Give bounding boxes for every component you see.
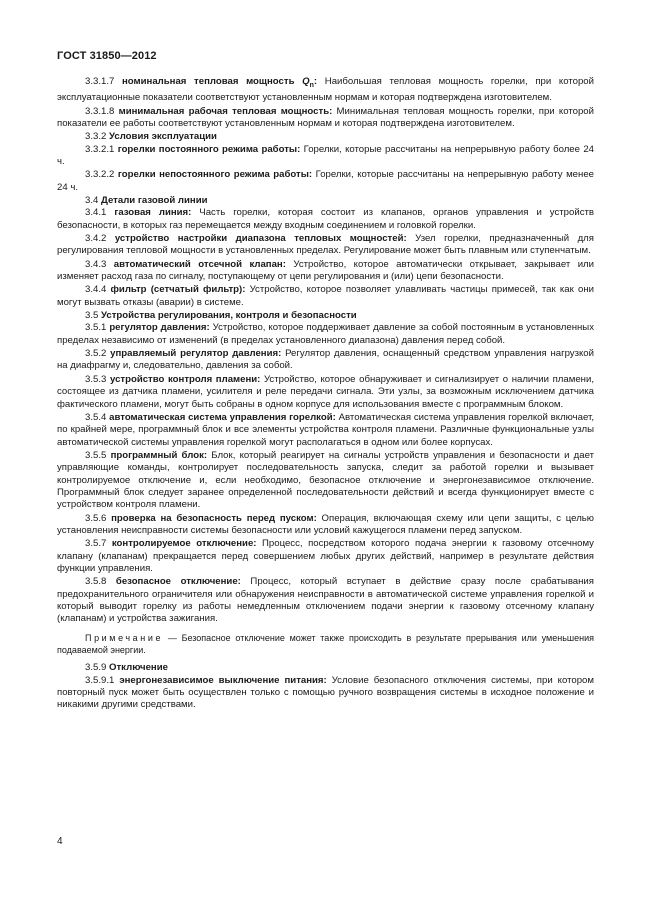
section-heading: Отключение [109,662,168,674]
paragraph-3-5-1 [57,322,594,347]
definition-text: Часть горелки, которая состоит из клапанов, органов управления и устройств безопасности, в которых газ перемещается между входным соединением и головкой горелки. [57,207,594,231]
term: автоматический отсечной клапан: [113,258,286,270]
term: контролируемое отключение: [111,538,257,550]
paragraph-3-4-3 [57,259,594,284]
definition-text: Горелки, которые рассчитаны на непрерывную работу более 24 ч. [57,143,594,167]
definition-text: Регулятор давления, оснащенный средством управления нагрузкой на диафрагму и, следовательно, давления за собой. [57,348,594,372]
page-number: 4 [57,836,63,847]
document-header: ГОСТ 31850—2012 [57,50,157,62]
clause-number: 3.4.4 [85,284,107,296]
note-text: — Безопасное отключение может также происходить в результате прерывания или уменьшения подаваемой энергии. [57,632,594,656]
clause-number: 3.3.2.1 [85,143,115,155]
clause-number: 3.5.9 [85,662,107,674]
paragraph-3-3-1-8 [57,106,594,131]
definition-text: Устройство, которое обнаруживает и сигнализирует о наличии пламени, состоящее из датчика пламени, усилителя и реле передачи сигнала. Эти узлы, за возможным исключением датчика фактического пламени, могут быть собраны в одном корпусе для использования вместе с программным блоком. [57,373,594,410]
clause-number: 3.3.1.8 [85,105,115,117]
paragraph-3-3-2-2 [57,169,594,194]
paragraph-3-4-1 [57,207,594,232]
term: устройство настройки диапазона тепловых мощностей: [114,233,407,245]
paragraph-3-5-5 [57,450,594,512]
definition-text: Горелки, которые рассчитаны на непрерывную работу менее 24 ч. [57,169,594,193]
paragraph-3-5-9-1 [57,675,594,712]
term: проверка на безопасность перед пуском: [111,512,317,524]
clause-number: 3.4.1 [85,207,107,219]
term: устройство контроля пламени: [109,373,261,385]
term: номинальная тепловая мощность $Q_n$: [122,76,318,89]
note-label: Примечание [85,632,164,643]
heading-3-3-2 [57,131,594,143]
definition-text: Устройство, которое автоматически открывает, закрывает или изменяет расход газа по сигналу, поступающему от цепи регулирования и (или) цепи безопасности. [57,258,595,283]
clause-number: 3.4 [85,195,99,206]
clause-number: 3.4.3 [85,258,107,270]
definition-text: Наибольшая тепловая мощность горелки, при которой эксплуатационные показатели соответствуют установленным нормам и которая подтверждена изготовителем. [57,76,594,104]
definition-text: Операция, включающая схему или цепи защиты, с целью установления неисправности системы безопасности или условий кажущегося пламени перед запуском. [57,512,594,536]
document-body [57,76,594,713]
clause-number: 3.5.4 [85,411,107,423]
term: программный блок: [110,449,208,461]
definition-text: Узел горелки, предназначенный для регулирования тепловой мощности в установленных пределах. Регулирование может быть плавным или ступенчатым. [57,233,594,257]
term: управляемый регулятор давления: [110,348,282,360]
term: безопасное отключение: [115,576,241,588]
clause-number: 3.5.7 [85,538,107,550]
definition-text: Условие безопасного отключения системы, при котором повторный пуск может быть осуществлен только с помощью ручного возвращения системы в исходное положение и никакими другими средствами. [57,674,594,711]
term: минимальная рабочая тепловая мощность: [118,105,333,117]
heading-3-5-9 [57,662,594,674]
section-heading: Детали газовой линии [101,195,208,206]
paragraph-3-5-8 [57,576,594,625]
section-heading: Условия эксплуатации [109,131,217,143]
term: газовая линия: [114,207,192,219]
definition-text: Процесс, посредством которого подача энергии к газовому отсечному клапану (клапанам) прекращается перед совершением любых других действий, например в результате действия функции управления. [57,538,594,574]
definition-text: Процесс, который вступает в действие сразу после срабатывания предохранительного ограничителя или обнаружения неисправности в автоматической системе управления горелкой и который выводит горелку из работы немедленным отключением подачи энергии к газовому отсечному клапану (клапанам) и устройства зажигания. [57,576,594,625]
definition-text: Устройство, которое позволяет улавливать частицы примесей, так как они могут вызвать отказы (аварии) в системе. [57,284,594,308]
clause-number: 3.5 [85,310,99,322]
clause-number: 3.3.2 [85,131,107,143]
clause-number: 3.3.1.7 [85,76,115,87]
clause-number: 3.5.5 [85,449,107,461]
clause-number: 3.5.3 [85,373,107,385]
paragraph-3-4-4 [57,284,594,309]
clause-number: 3.4.2 [85,233,107,245]
term: горелки непостоянного режима работы: [117,169,313,181]
term: фильтр (сетчатый фильтр): [110,284,246,296]
paragraph-3-4-2 [57,233,594,258]
heading-3-4 [57,195,594,207]
clause-number: 3.3.2.2 [85,169,115,181]
paragraph-3-5-4 [57,412,594,449]
paragraph-3-5-3 [57,374,594,411]
definition-text: Минимальная тепловая мощность горелки, при которой показатели ее работы соответствуют установленным нормам и которая подтверждена изготовителем. [57,105,594,129]
term: горелки постоянного режима работы: [117,143,301,155]
clause-number: 3.5.6 [85,512,107,524]
term: регулятор давления: [109,322,210,334]
clause-number: 3.5.2 [85,348,107,360]
definition-text: Блок, который реагирует на сигналы устройств управления и безопасности и дает управляющие команды, контролирует последовательность запуска, следит за работой горелки и вызывает контролируемое отключение и, если необходимо, безопасное отключение и энергонезависимое отключение. Программный блок следует заранее определенной последовательности действий и всегда функционирует вместе с устройством контроля пламени. [57,449,594,511]
paragraph-3-3-1-7 [57,76,594,105]
section-heading: Устройства регулирования, контроля и безопасности [101,310,357,322]
definition-text: Устройство, которое поддерживает давление за собой постоянным в установленных пределах независимо от изменений (в пределах установленного диапазона) давления перед собой. [57,322,594,346]
clause-number: 3.5.9.1 [85,674,115,686]
paragraph-3-3-2-1 [57,144,594,169]
heading-3-5 [57,310,594,322]
paragraph-3-5-6 [57,513,594,538]
definition-text: Автоматическая система управления горелкой включает, по крайней мере, программный блок и все элементы устройства контроля пламени. Различные функциональные узлы автоматической системы управления горелкой могут располагаться в одном или более корпусах. [57,411,594,448]
term: автоматическая система управления горелкой: [109,411,336,423]
clause-number: 3.5.8 [85,576,107,588]
paragraph-3-5-7 [57,538,594,575]
term: энергонезависимое выключение питания: [119,674,327,686]
clause-number: 3.5.1 [85,322,107,334]
note [57,632,594,657]
paragraph-3-5-2 [57,348,594,373]
